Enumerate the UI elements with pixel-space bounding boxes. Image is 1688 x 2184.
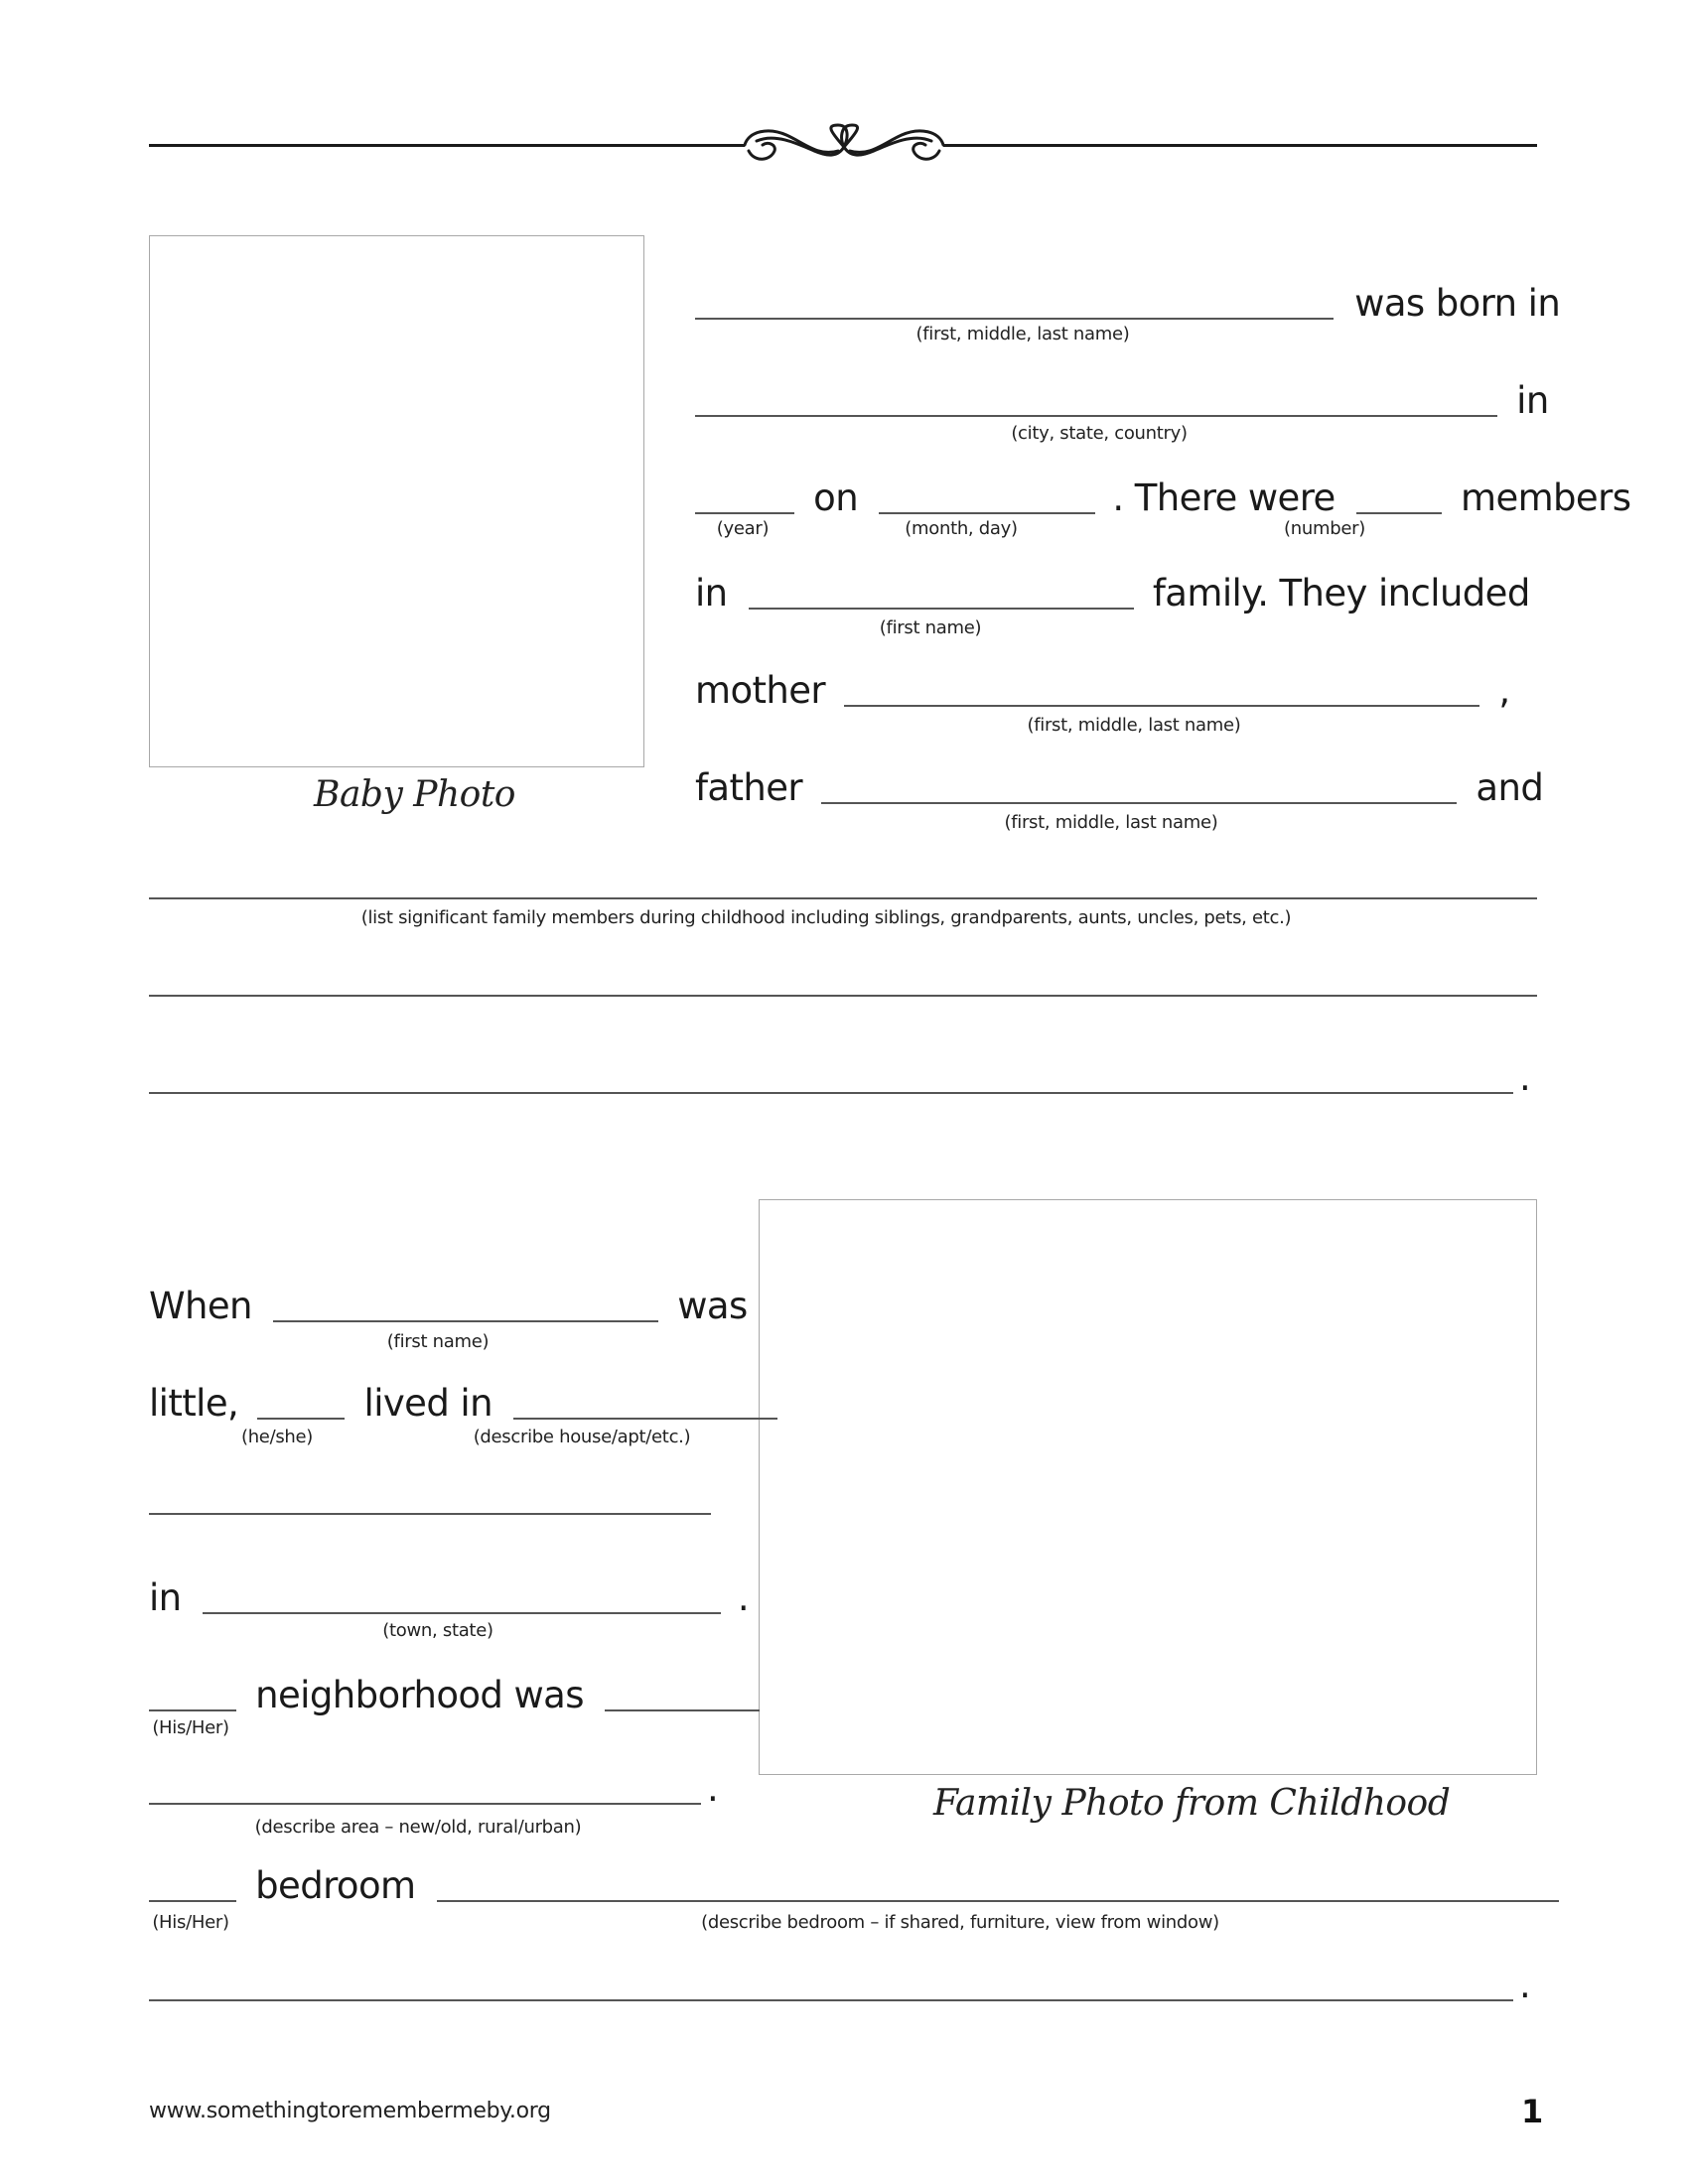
hint-city-state-country: (city, state, country) [1011, 423, 1188, 444]
was-text: was [677, 1285, 748, 1327]
year-blank[interactable] [695, 482, 794, 514]
lived-in-text: lived in [363, 1382, 492, 1425]
house-description-line[interactable] [149, 1513, 711, 1515]
was-born-in-text: was born in [1354, 282, 1561, 325]
family-members-line-1[interactable] [149, 897, 1537, 899]
birth-line-mother [695, 669, 1510, 713]
members-text: members [1461, 477, 1631, 519]
hint-describe-house: (describe house/apt/etc.) [473, 1427, 691, 1447]
footer-website-url: www.somethingtoremembermeby.org [149, 2099, 551, 2123]
header-rule-left [149, 144, 745, 147]
hint-home-first-name: (first name) [386, 1331, 490, 1352]
home-line-bedroom [149, 1864, 1559, 1908]
his-her-blank[interactable] [149, 1680, 236, 1711]
hint-his-her-bedroom: (His/Her) [152, 1912, 229, 1933]
home-line-lived [149, 1382, 777, 1426]
there-were-text: . There were [1112, 477, 1336, 519]
hint-describe-area: (describe area – new/old, rural/urban) [254, 1817, 582, 1838]
in-text: in [1516, 379, 1549, 422]
home-line-neighborhood [149, 1674, 760, 1717]
bedroom-text: bedroom [255, 1864, 416, 1907]
pronoun-blank[interactable] [257, 1388, 345, 1420]
hint-mother-full-name: (first, middle, last name) [1027, 715, 1241, 736]
hint-town-state: (town, state) [382, 1620, 493, 1641]
bedroom-period: . [1519, 1964, 1531, 2006]
family-included-text: family. They included [1152, 572, 1530, 614]
father-name-blank[interactable] [821, 772, 1457, 804]
hint-describe-bedroom: (describe bedroom – if shared, furniture, view from window) [701, 1912, 1219, 1933]
mother-label: mother [695, 669, 826, 712]
family-members-line-2[interactable] [149, 995, 1537, 997]
mother-name-blank[interactable] [844, 675, 1479, 707]
family-photo-caption: Family Photo from Childhood [933, 1783, 1451, 1824]
birth-line-place [695, 379, 1549, 423]
area-period: . [707, 1767, 719, 1810]
when-text: When [149, 1285, 252, 1327]
member-count-blank[interactable] [1356, 482, 1442, 514]
birth-line-date [695, 477, 1630, 520]
little-text: little, [149, 1382, 239, 1425]
period-text: . [737, 1576, 750, 1619]
birth-line-family [695, 572, 1530, 615]
neighborhood-blank[interactable] [605, 1680, 760, 1711]
home-line-when [149, 1285, 748, 1328]
month-day-blank[interactable] [879, 482, 1095, 514]
bedroom-description-blank[interactable] [437, 1870, 1559, 1902]
family-name-blank[interactable] [749, 578, 1134, 610]
and-text: and [1476, 766, 1544, 809]
hint-first-name: (first name) [879, 617, 982, 638]
house-type-blank[interactable] [513, 1388, 777, 1420]
home-line-town [149, 1576, 749, 1620]
header-rule-right [943, 144, 1537, 147]
name-blank[interactable] [695, 288, 1334, 320]
birthplace-blank[interactable] [695, 385, 1497, 417]
his-her-bedroom-blank[interactable] [149, 1870, 236, 1902]
in-text: in [149, 1576, 182, 1619]
family-photo-placeholder[interactable] [759, 1199, 1537, 1775]
town-state-blank[interactable] [203, 1582, 721, 1614]
hint-number: (number) [1284, 518, 1365, 539]
family-members-period: . [1519, 1056, 1531, 1099]
first-name-blank[interactable] [273, 1291, 658, 1322]
on-text: on [813, 477, 859, 519]
in-text: in [695, 572, 728, 614]
hint-his-her: (His/Her) [152, 1717, 229, 1738]
area-description-line[interactable] [149, 1803, 701, 1805]
hint-he-she: (he/she) [240, 1427, 314, 1447]
hint-full-name: (first, middle, last name) [915, 324, 1130, 344]
bedroom-description-line-2[interactable] [149, 1999, 1513, 2001]
comma-text: , [1498, 669, 1510, 712]
flourish-divider-icon [735, 117, 953, 173]
hint-father-full-name: (first, middle, last name) [1004, 812, 1218, 833]
neighborhood-was-text: neighborhood was [255, 1674, 584, 1716]
hint-month-day: (month, day) [905, 518, 1018, 539]
hint-year: (year) [716, 518, 770, 539]
father-label: father [695, 766, 803, 809]
page-number: 1 [1521, 2093, 1544, 2130]
birth-line-father [695, 766, 1543, 810]
hint-family-members: (list significant family members during childhood including siblings, grandparents, aunts, uncles, pets, etc.) [360, 907, 1292, 928]
family-members-line-3[interactable] [149, 1092, 1513, 1094]
birth-line-name [695, 282, 1560, 326]
baby-photo-caption: Baby Photo [314, 774, 515, 815]
baby-photo-placeholder[interactable] [149, 235, 644, 767]
